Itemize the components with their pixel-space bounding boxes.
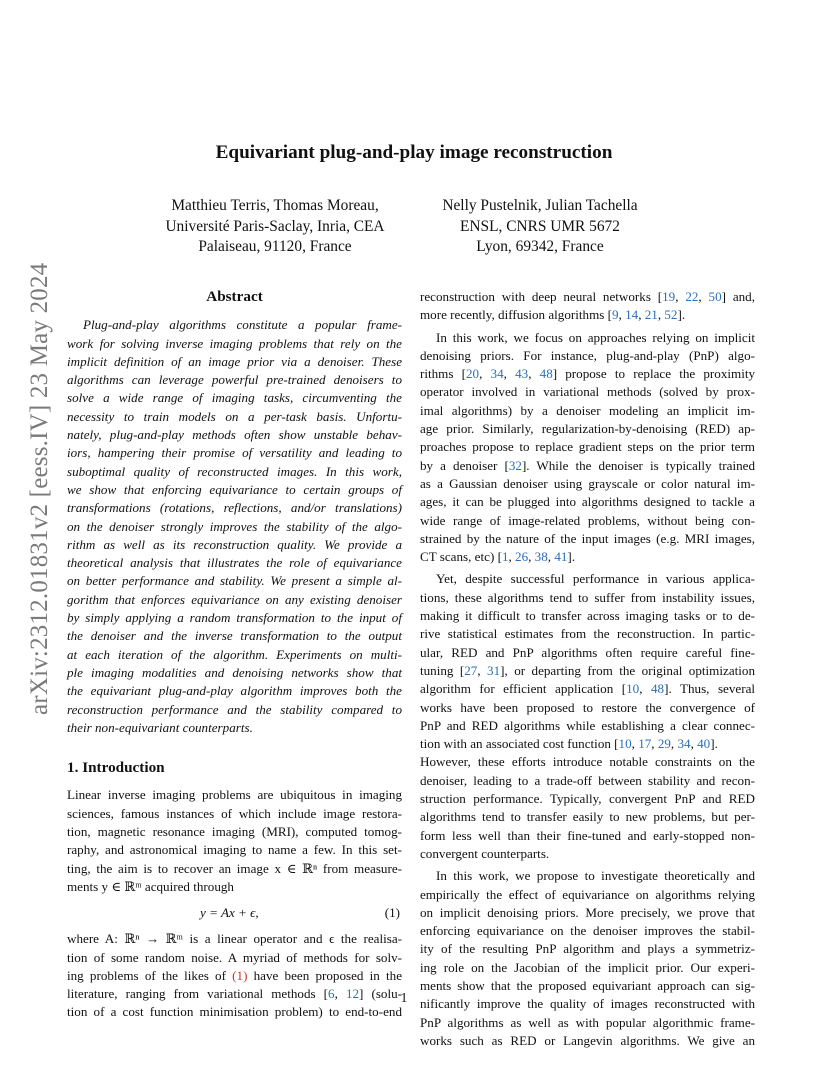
text-line: PnP and RED algorithms while establishing a clear connec- bbox=[420, 717, 755, 733]
text-line: wide range of image-related problems, without being con- bbox=[420, 512, 755, 528]
text-line: raphy, and astronomical imaging to name a few. In this set- bbox=[67, 842, 402, 858]
text-line: ting, the aim is to recover an image x ∈ ℝⁿ from measure- bbox=[67, 860, 402, 876]
text-line: tion with an associated cost function [10, 17, 29, 34, 40]. bbox=[420, 736, 718, 752]
equation-1 bbox=[67, 904, 402, 922]
arxiv-stamp bbox=[14, 262, 54, 715]
text-line: rithms [20, 34, 43, 48] propose to replace the proximity bbox=[420, 366, 756, 382]
right-column bbox=[420, 288, 755, 1050]
text-line: denoising priors. For instance, plug-and-play (PnP) algo- bbox=[420, 347, 755, 363]
text-line: ments show that the proposed equivariant approach can sig- bbox=[420, 977, 755, 993]
text-line: where A: ℝⁿ → ℝᵐ is a linear operator and ϵ the realisa- bbox=[67, 931, 402, 947]
text-line: struction performance. Typically, convergent PnP and RED bbox=[420, 791, 755, 807]
citation-link[interactable]: 21 bbox=[644, 307, 658, 323]
author-line: Université Paris-Saclay, Inria, CEA bbox=[165, 217, 385, 235]
text-line: on better performance and stability. We present a simple al- bbox=[67, 573, 402, 589]
text-line: by simply applying a random transformation to the input of bbox=[67, 610, 402, 626]
text-line: PnP algorithms as well as with popular algorithmic frame- bbox=[420, 1014, 755, 1030]
text-line: at each iteration of the algorithm. Experiments on multi- bbox=[67, 646, 402, 662]
text-line: necessity to train models on a per-task basis. Unfortu- bbox=[67, 408, 402, 424]
text-line: algorithm for efficient application [10, 48]. Thus, several bbox=[420, 681, 756, 697]
text-line: tions, these algorithms tend to suffer from instability issues, bbox=[420, 589, 755, 605]
text-line: proaches propose to replace gradient steps on the prior term bbox=[420, 439, 755, 455]
text-line: the equivariant plug-and-play algorithm improves both the bbox=[67, 683, 402, 699]
page-number: 1 bbox=[400, 990, 408, 1005]
text-line: denoiser, leading to a trade-off between stability and recon- bbox=[420, 772, 755, 788]
paper-title: Equivariant plug-and-play image reconstruction bbox=[215, 142, 613, 163]
citation-link[interactable]: 1 bbox=[501, 549, 509, 565]
abstract-text bbox=[67, 316, 402, 737]
text-line: rithm as well as its reconstruction quality. We provide a bbox=[67, 536, 402, 552]
citation-link[interactable]: 10 bbox=[626, 681, 640, 697]
citation-link[interactable]: 14 bbox=[625, 307, 639, 323]
text-line: their non-equivariant counterparts. bbox=[67, 719, 253, 735]
author-line: Palaiseau, 91120, France bbox=[198, 238, 352, 255]
left-column bbox=[67, 288, 402, 1022]
citation-link[interactable]: 27 bbox=[464, 662, 478, 678]
citation-link[interactable]: 9 bbox=[612, 307, 619, 323]
text-line: iors, hampering their promise of versatility and leading to bbox=[67, 445, 402, 461]
citation-link[interactable]: 38 bbox=[534, 549, 548, 565]
text-line: nately, plug-and-play methods often show unstable behav- bbox=[67, 427, 402, 443]
text-line: ple imaging modalities and denoising networks show that bbox=[67, 664, 402, 680]
text-line: more recently, diffusion algorithms [9, 14, 21, 52]. bbox=[420, 307, 686, 323]
text-line: However, these efforts introduce notable constraints on the bbox=[420, 754, 755, 770]
text-line: operator involved in variational methods (solved by prox- bbox=[420, 384, 755, 400]
text-line: we show that enforcing equivariance to certain groups of bbox=[67, 481, 402, 497]
author-line: Lyon, 69342, France bbox=[476, 238, 604, 255]
text-line: ing role on the Jacobian of the implicit prior. Our experi- bbox=[420, 959, 755, 975]
text-line: literature, ranging from variational methods [6, 12] (solu- bbox=[67, 986, 403, 1002]
citation-link[interactable]: 48 bbox=[539, 366, 553, 382]
text-line: ing problems of the likes of (1) have been proposed in the bbox=[67, 967, 403, 983]
text-line: tion, magnetic resonance imaging (MRI), computed tomog- bbox=[67, 824, 402, 840]
text-line: algorithms tend to transfer easily to new problems, but per- bbox=[420, 809, 755, 825]
citation-link[interactable]: 43 bbox=[515, 366, 529, 382]
text-line: tion of a cost function minimisation problem) to end-to-end bbox=[67, 1004, 402, 1020]
equation-ref-link[interactable]: (1) bbox=[232, 967, 248, 983]
text-line: Plug-and-play algorithms constitute a popular frame- bbox=[83, 317, 402, 333]
text-line: making it difficult to transfer across imaging tasks or to de- bbox=[420, 608, 755, 624]
text-line: gorithm that enforces equivariance on any existing denoiser bbox=[67, 591, 402, 607]
citation-link[interactable]: 50 bbox=[708, 289, 722, 304]
citation-link[interactable]: 10 bbox=[618, 736, 632, 752]
text-line: on the denoiser strongly improves the stability of the algo- bbox=[67, 518, 402, 534]
text-line: work for solving inverse imaging problems that rely on the bbox=[67, 335, 402, 351]
text-line: sciences, famous instances of which include image restora- bbox=[67, 805, 402, 821]
text-line: Linear inverse imaging problems are ubiquitous in imaging bbox=[67, 787, 402, 803]
citation-link[interactable]: 32 bbox=[508, 457, 522, 473]
citation-link[interactable]: 17 bbox=[638, 736, 652, 752]
citation-link[interactable]: 34 bbox=[490, 366, 504, 382]
author-line: ENSL, CNRS UMR 5672 bbox=[460, 217, 620, 235]
citation-link[interactable]: 41 bbox=[554, 549, 568, 565]
text-line: by a denoiser [32]. While the denoiser is typically trained bbox=[420, 457, 755, 473]
text-line: works such as RED or Langevin algorithms. We give an bbox=[420, 1032, 755, 1048]
citation-link[interactable]: 52 bbox=[664, 307, 678, 323]
author-line: Nelly Pustelnik, Julian Tachella bbox=[442, 197, 638, 214]
citation-link[interactable]: 12 bbox=[345, 986, 360, 1002]
text-line: tuning [27, 31], or departing from the original optimization bbox=[420, 662, 755, 678]
citation-link[interactable]: 31 bbox=[487, 662, 501, 678]
citation-link[interactable]: 6 bbox=[328, 986, 335, 1002]
text-line: Yet, despite successful performance in various applica- bbox=[436, 571, 755, 587]
text-line: ages, it can be plugged into algorithms designed to tackle a bbox=[420, 494, 755, 510]
intro-heading: 1. Introduction bbox=[67, 759, 165, 777]
equation-number: (1) bbox=[384, 905, 400, 921]
text-line: age prior. Similarly, regularization-by-denoising (RED) ap- bbox=[420, 421, 755, 437]
text-line: the denoiser and the inverse transformation to the output bbox=[67, 628, 402, 644]
text-line: strained by the nature of the input images (e.g. MRI images, bbox=[420, 530, 755, 546]
text-line: In this work, we propose to investigate theoretically and bbox=[436, 868, 755, 884]
text-line: solve a wide range of imaging tasks, circumventing the bbox=[67, 390, 402, 406]
citation-link[interactable]: 48 bbox=[650, 681, 665, 697]
citation-link[interactable]: 20 bbox=[466, 366, 480, 382]
text-line: rive statistical estimates from the reconstruction. In partic- bbox=[420, 626, 755, 642]
text-line: tion of some random noise. A myriad of methods for solv- bbox=[67, 949, 402, 965]
text-line: as a Gaussian denoiser using grayscale or color natural im- bbox=[420, 475, 755, 491]
text-line: In this work, we focus on approaches relying on implicit bbox=[436, 329, 755, 345]
text-line: nificantly improve the quality of images reconstructed with bbox=[420, 996, 755, 1012]
author-line: Matthieu Terris, Thomas Moreau, bbox=[171, 197, 379, 214]
text-line: theoretical analysis that illustrates the role of equivariance bbox=[67, 555, 402, 571]
text-line: implicit definition of an image prior via a denoiser. These bbox=[67, 353, 402, 369]
text-line: works have been proposed to restore the convergence of bbox=[420, 699, 755, 715]
citation-link[interactable]: 29 bbox=[657, 736, 671, 752]
arxiv-id: arXiv:2312.01831v2 [eess.IV] 23 May 2024 bbox=[26, 262, 53, 715]
citation-link[interactable]: 26 bbox=[515, 549, 529, 565]
abstract-heading: Abstract bbox=[206, 288, 263, 305]
text-line: convergent counterparts. bbox=[420, 845, 550, 861]
text-line: ity of the resulting PnP algorithm and plays a symmetriz- bbox=[420, 941, 755, 957]
equation: y = Ax + ϵ, bbox=[200, 905, 259, 921]
text-line: CT scans, etc) [1, 26, 38, 41]. bbox=[420, 549, 576, 565]
text-line: algorithms can leverage powerful pre-trained denoisers to bbox=[67, 372, 402, 388]
citation-link[interactable]: 22 bbox=[685, 289, 699, 304]
text-line: ular, RED and PnP algorithms often require careful fine- bbox=[420, 644, 755, 660]
citation-link[interactable]: 19 bbox=[662, 289, 676, 304]
text-line: empirically the effect of equivariance on algorithms relying bbox=[420, 886, 755, 902]
text-line: ments y ∈ ℝᵐ acquired through bbox=[67, 878, 234, 894]
intro-text bbox=[67, 786, 402, 896]
text-line: imal algorithms) by a denoiser modeling an implicit im- bbox=[420, 402, 755, 418]
text-line: form less well than their fine-tuned and early-stopped non- bbox=[420, 827, 755, 843]
citation-link[interactable]: 34 bbox=[677, 736, 691, 752]
text-line: reconstruction performance and the stability compared to bbox=[67, 701, 402, 717]
citation-link[interactable]: 40 bbox=[697, 736, 711, 752]
author-block-left bbox=[125, 196, 425, 258]
text-line: suboptimal quality of reconstructed images. In this work, bbox=[67, 463, 402, 479]
author-block-right bbox=[390, 196, 690, 258]
text-line: enforcing equivariance on the denoiser improves the stabil- bbox=[420, 923, 755, 939]
text-line: transformations (rotations, reflections, and/or translations) bbox=[67, 500, 402, 516]
text-line: on implicit denoising priors. More precisely, we prove that bbox=[420, 904, 755, 920]
text-line: reconstruction with deep neural networks [19, 22, 50] and, bbox=[420, 289, 755, 304]
